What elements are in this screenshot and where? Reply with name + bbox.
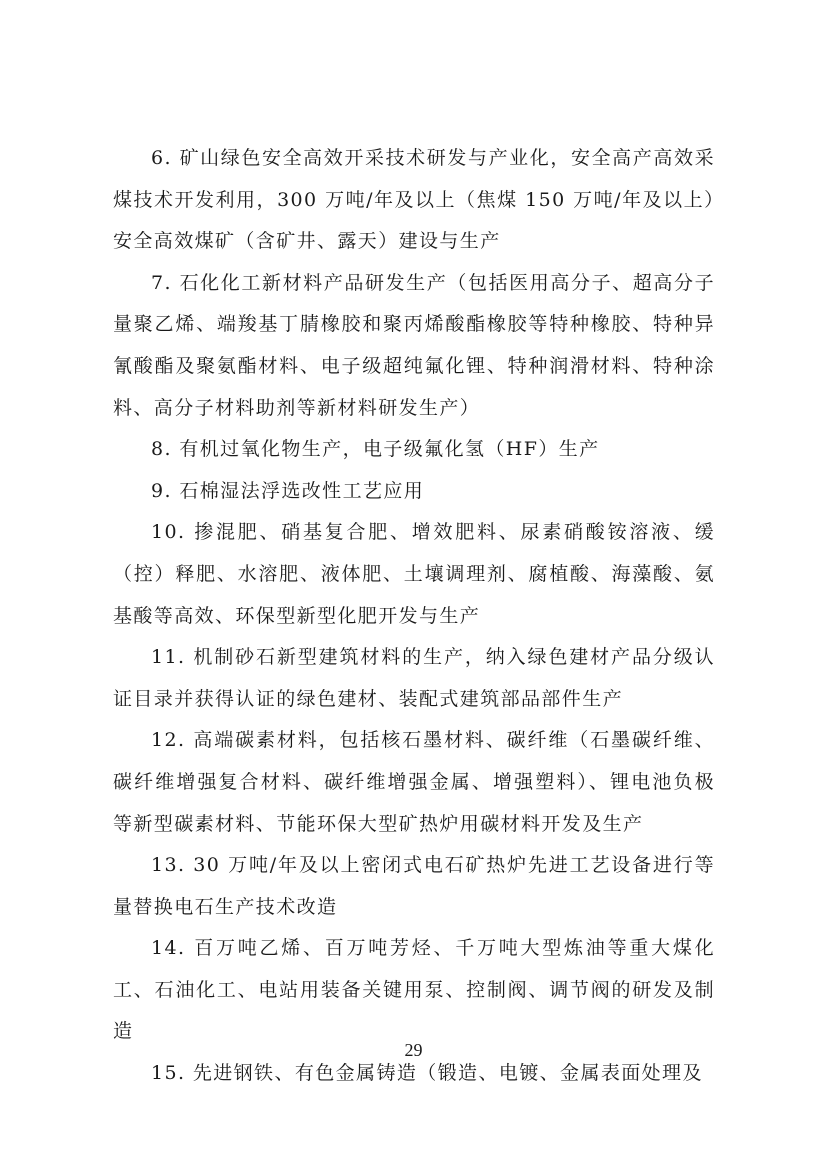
paragraph-item-9: 9. 石棉湿法浮选改性工艺应用: [151, 479, 425, 502]
document-body: [113, 138, 715, 1095]
paragraph-item-12: 12. 高端碳素材料，包括核石墨材料、碳纤维（石墨碳纤维、碳纤维增强复合材料、碳纤维增强金属、增强塑料）、锂电池负极等新型碳素材料、节能环保大型矿热炉用碳材料开发及生产: [113, 729, 715, 835]
paragraph-item-11: 11. 机制砂石新型建筑材料的生产，纳入绿色建材产品分级认证目录并获得认证的绿色建材、装配式建筑部品部件生产: [113, 646, 715, 710]
paragraph-item-8: 8. 有机过氧化物生产，电子级氟化氢（HF）生产: [151, 438, 600, 461]
paragraph-item-7: 7. 石化化工新材料产品研发生产（包括医用高分子、超高分子量聚乙烯、端羧基丁腈橡胶和聚丙烯酸酯橡胶等特种橡胶、特种异氰酸酯及聚氨酯材料、电子级超纯氟化锂、特种润滑材料、特种涂料、高分子材料助剂等新材料研发生产）: [113, 271, 715, 419]
paragraph-item-10: 10. 掺混肥、硝基复合肥、增效肥料、尿素硝酸铵溶液、缓（控）释肥、水溶肥、液体肥、土壤调理剂、腐植酸、海藻酸、氨基酸等高效、环保型新型化肥开发与生产: [113, 521, 715, 627]
paragraph-item-14: 14. 百万吨乙烯、百万吨芳烃、千万吨大型炼油等重大煤化工、石油化工、电站用装备关键用泵、控制阀、调节阀的研发及制造: [113, 937, 715, 1043]
paragraph-item-13: 13. 30 万吨/年及以上密闭式电石矿热炉先进工艺设备进行等量替换电石生产技术改造: [113, 854, 715, 918]
page-number: 29: [404, 1040, 423, 1060]
paragraph-item-6: 6. 矿山绿色安全高效开采技术研发与产业化，安全高产高效采煤技术开发利用，300 万吨/年及以上（焦煤 150 万吨/年及以上）安全高效煤矿（含矿井、露天）建设与生产: [113, 147, 715, 253]
paragraph-item-15: 15. 先进钢铁、有色金属铸造（锻造、电镀、金属表面处理及: [151, 1062, 703, 1085]
